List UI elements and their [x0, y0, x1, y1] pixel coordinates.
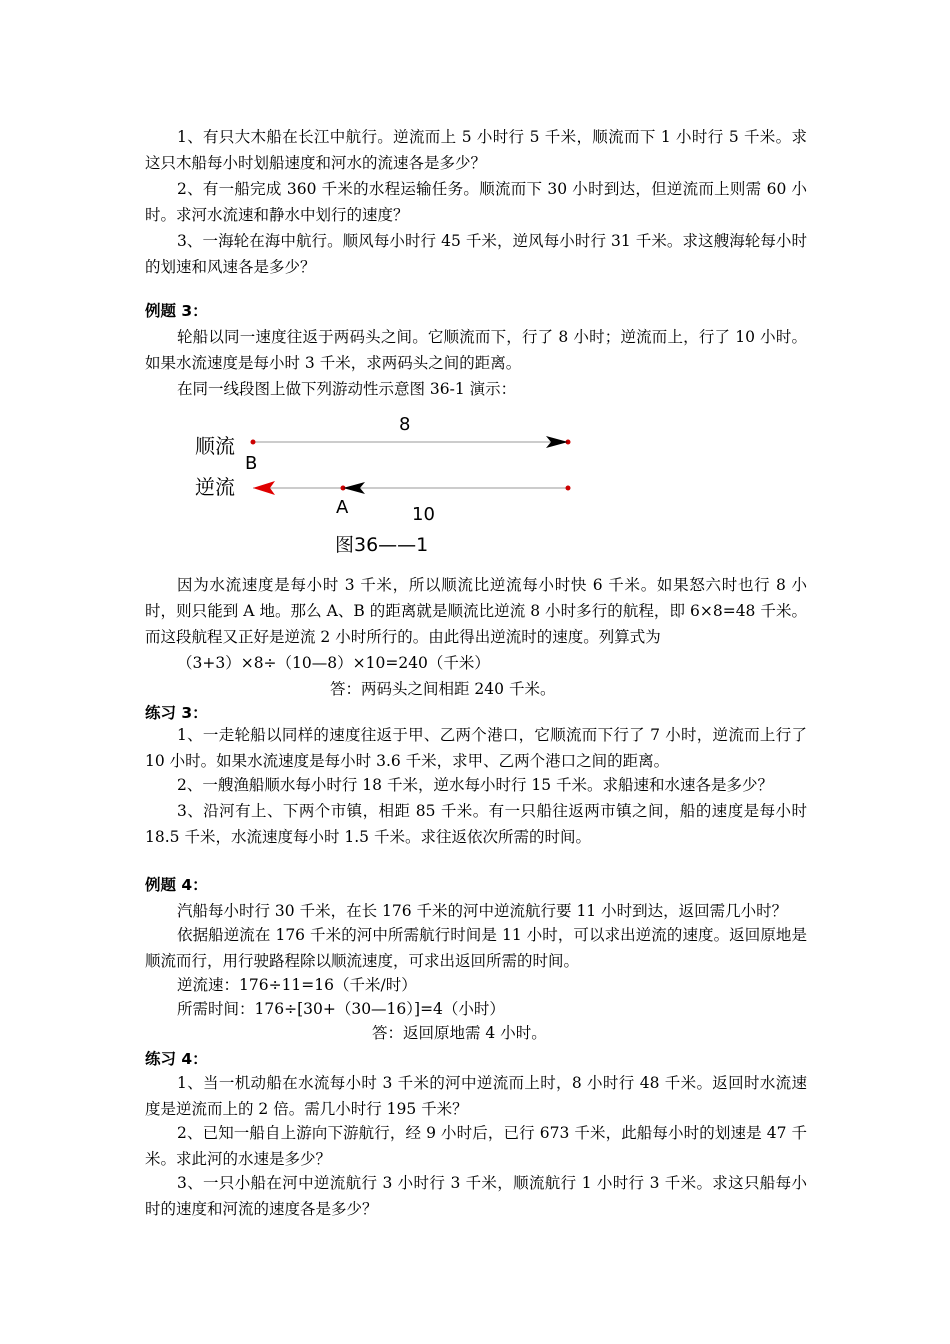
downstream-value: 8 [399, 414, 411, 435]
example4-step1: 逆流速：176÷11=16（千米/时） [177, 976, 417, 994]
figure-caption: 图36——1 [335, 534, 429, 556]
downstream-start-dot [251, 440, 256, 445]
example3-explanation: 因为水流速度是每小时 3 千米，所以顺流比逆流每小时快 6 千米。如果怒六时也行 8 小时，则只能到 A 地。那么 A、B 的距离就是顺流比逆流 8 小时多行的航程，即 6×8=48 千米。而这段航程又正好是逆流 2 小时所行的。由此得出逆流时的速度。列算式为 [145, 576, 807, 646]
practice4-q3: 3、一只小船在河中逆流航行 3 小时行 3 千米，顺流航行 1 小时行 3 千米。求这只船每小时的速度和河流的速度各是多少？ [145, 1174, 807, 1218]
figure-36-1 [185, 408, 605, 558]
upstream-end-dot [566, 486, 571, 491]
practice2-q3: 3、一海轮在海中航行。顺风每小时行 45 千米，逆风每小时行 31 千米。求这艘海轮每小时的划速和风速各是多少？ [145, 232, 807, 276]
practice3-q2: 2、一艘渔船顺水每小时行 18 千米，逆水每小时行 15 千米。求船速和水速各是多少？ [177, 776, 774, 794]
example3-answer: 答：两码头之间相距 240 千米。 [330, 680, 556, 698]
example4-answer: 答：返回原地需 4 小时。 [372, 1024, 547, 1042]
point-b-label: B [245, 453, 258, 474]
practice2-q2: 2、有一船完成 360 千米的水程运输任务。顺流而下 30 小时到达，但逆流而上则需 60 小时。求河水流速和静水中划行的速度？ [145, 180, 807, 224]
downstream-label: 顺流 [195, 434, 235, 458]
practice2-q1: 1、有只大木船在长江中航行。逆流而上 5 小时行 5 千米，顺流而下 1 小时行 5 千米。求这只木船每小时划船速度和河水的流速各是多少？ [145, 128, 807, 172]
example3-formula: （3+3）×8÷（10—8）×10=240（千米） [177, 654, 490, 672]
point-a-label: A [336, 497, 349, 518]
upstream-value: 10 [412, 504, 435, 525]
example4-step2: 所需时间：176÷[30+（30—16）]=4（小时） [177, 1000, 505, 1018]
example3-problem: 轮船以同一速度往返于两码头之间。它顺流而下，行了 8 小时；逆流而上，行了 10 小时。如果水流速度是每小时 3 千米，求两码头之间的距离。 [145, 328, 807, 372]
practice3-q3: 3、沿河有上、下两个市镇，相距 85 千米。有一只船往返两市镇之间，船的速度是每小时 18.5 千米，水流速度每小时 1.5 千米。求往返依次所需的时间。 [145, 802, 807, 846]
upstream-label: 逆流 [195, 475, 235, 499]
example3-intro: 在同一线段图上做下列游动性示意图 36-1 演示： [177, 380, 517, 398]
example4-analysis: 依据船逆流在 176 千米的河中所需航行时间是 11 小时，可以求出逆流的速度。返回原地是顺流而行，用行驶路程除以顺流速度，可求出返回所需的时间。 [145, 926, 807, 970]
example4-heading: 例题 4： [145, 876, 208, 894]
example4-problem: 汽船每小时行 30 千米，在长 176 千米的河中逆流航行要 11 小时到达，返回需几小时？ [177, 902, 788, 920]
example3-heading: 例题 3： [145, 302, 208, 320]
practice4-q1: 1、当一机动船在水流每小时 3 千米的河中逆流而上时，8 小时行 48 千米。返回时水流速度是逆流而上的 2 倍。需几小时行 195 千米？ [145, 1074, 807, 1118]
practice4-q2: 2、已知一船自上游向下游航行，经 9 小时后，已行 673 千米，此船每小时的划速是 47 千米。求此河的水速是多少？ [145, 1124, 807, 1168]
practice4-heading: 练习 4： [145, 1050, 208, 1068]
practice3-heading: 练习 3： [145, 704, 208, 722]
practice3-q1: 1、一走轮船以同样的速度往返于甲、乙两个港口，它顺流而下行了 7 小时，逆流而上行了 10 小时。如果水流速度是每小时 3.6 千米，求甲、乙两个港口之间的距离。 [145, 726, 807, 770]
